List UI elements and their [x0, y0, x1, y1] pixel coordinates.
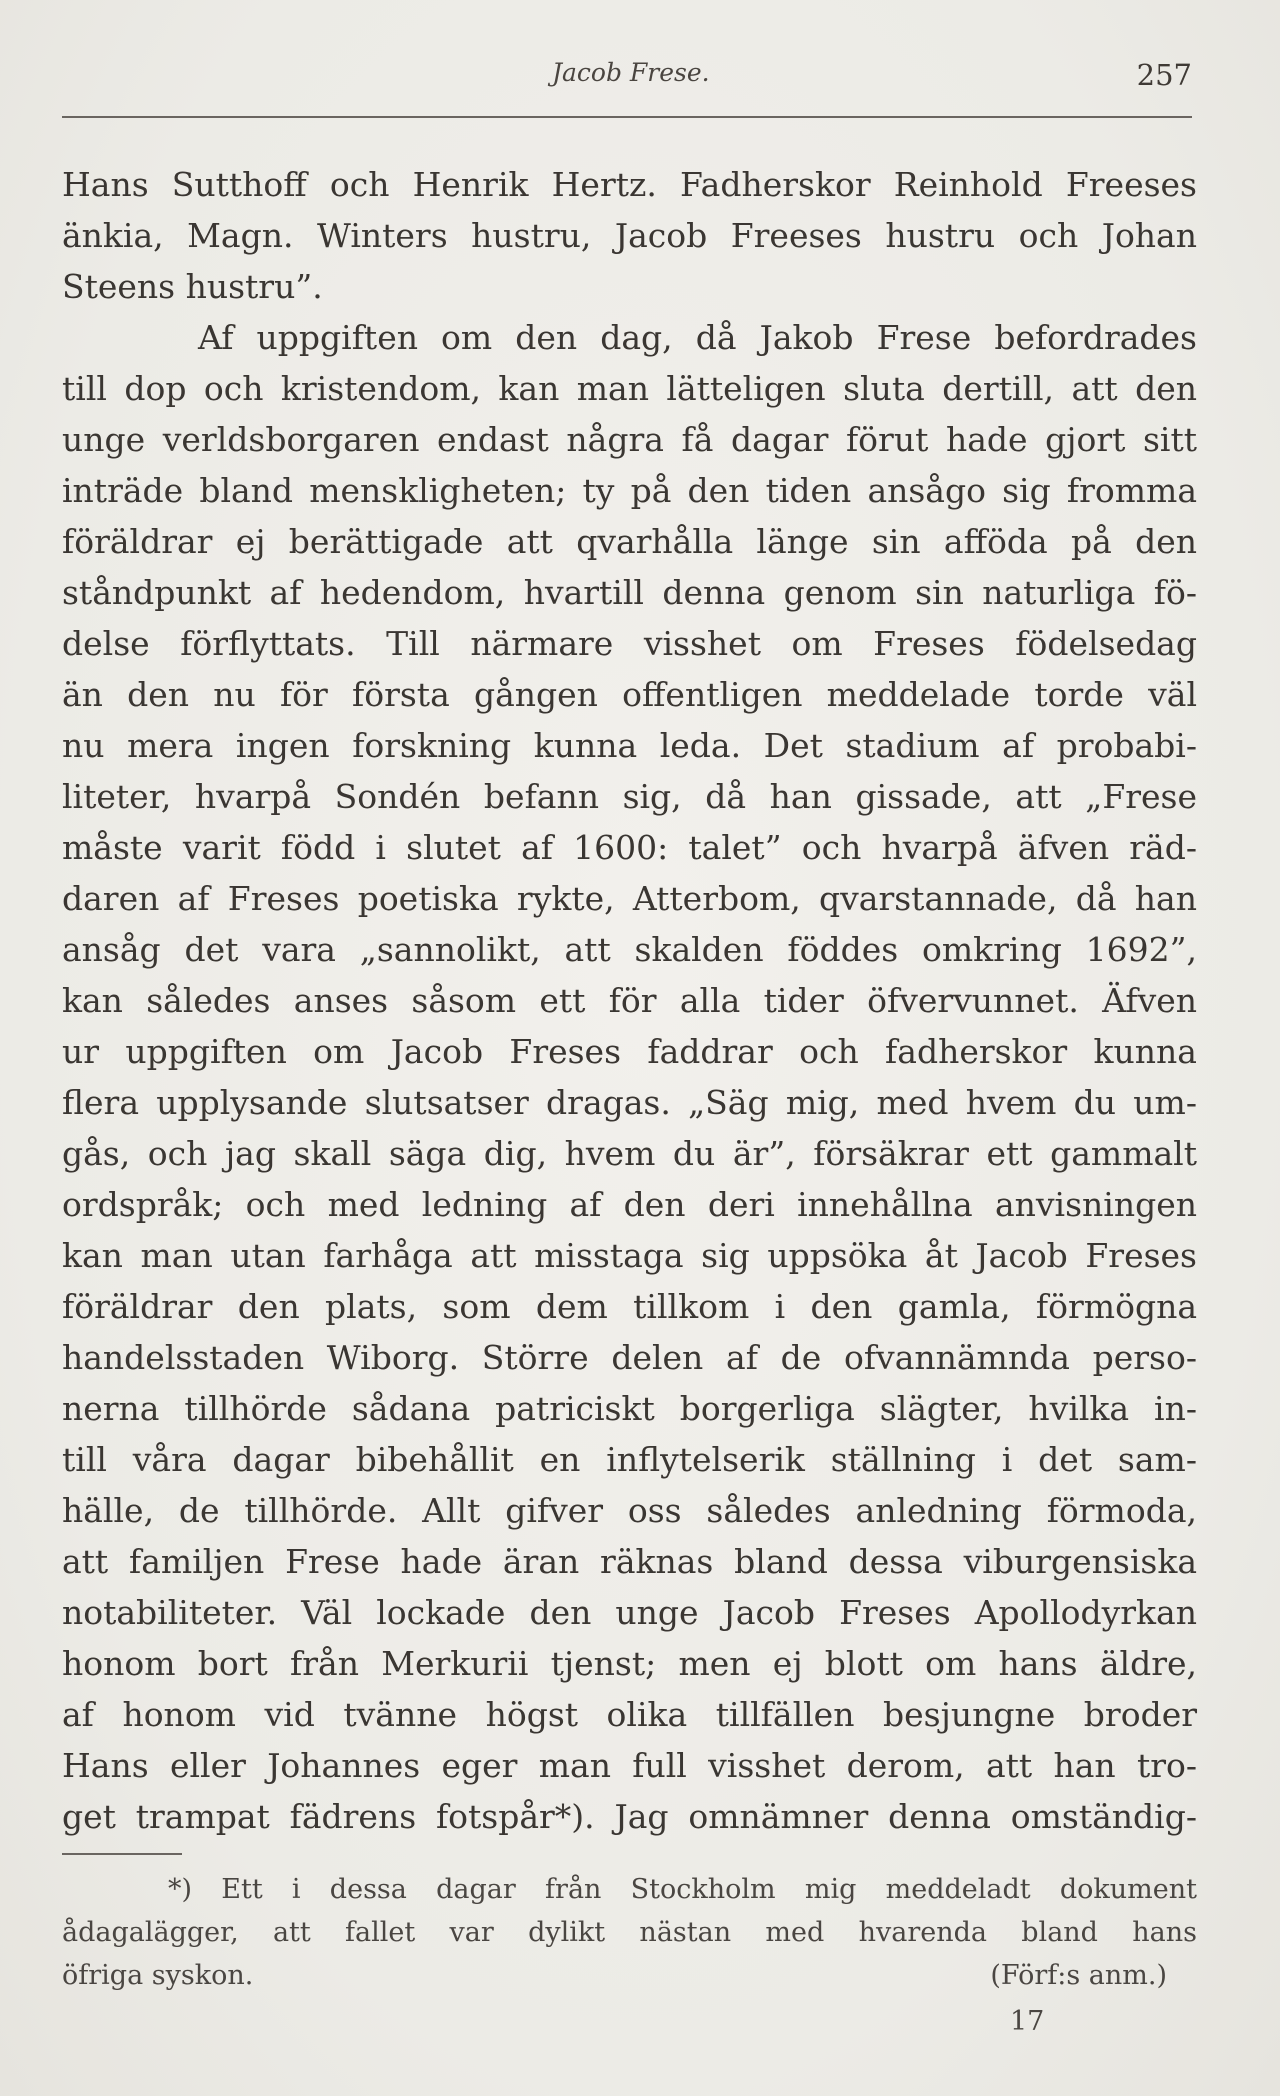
text-line: ståndpunkt af hedendom, hvartill denna genom sin naturliga fö-	[62, 573, 1197, 612]
text-line: Steens hustru”.	[62, 267, 323, 306]
text-line: ur uppgiften om Jacob Freses faddrar och fadherskor kunna	[62, 1032, 1197, 1071]
text-line: delse förflyttats. Till närmare visshet om Freses födelsedag	[62, 624, 1197, 663]
text-line: af honom vid tvänne högst olika tillfällen besjungne broder	[62, 1695, 1197, 1734]
footnote-text: öfriga syskon.	[62, 1960, 254, 1991]
text-line: att familjen Frese hade äran räknas bland dessa viburgensiska	[62, 1542, 1197, 1581]
body-text	[62, 159, 1197, 1842]
header-rule	[62, 116, 1192, 118]
text-line: honom bort från Merkurii tjenst; men ej blott om hans äldre,	[62, 1644, 1197, 1683]
text-line: notabiliteter. Väl lockade den unge Jacob Freses Apollodyrkan	[62, 1593, 1197, 1632]
footnote-attribution: (Förf:s anm.)	[990, 1960, 1167, 1991]
text-line: Hans eller Johannes eger man full visshet derom, att han tro-	[62, 1746, 1197, 1785]
footnote	[62, 1868, 1197, 1997]
text-line: änkia, Magn. Winters hustru, Jacob Freeses hustru och Johan	[62, 216, 1197, 255]
running-title: Jacob Frese.	[552, 58, 710, 87]
text-line: ansåg det vara „sannolikt, att skalden föddes omkring 1692”,	[62, 930, 1197, 969]
footnote-line: *) Ett i dessa dagar från Stockholm mig meddeladt dokument	[168, 1874, 1197, 1905]
text-line: handelsstaden Wiborg. Större delen af de ofvannämnda perso-	[62, 1338, 1197, 1377]
text-line: liteter, hvarpå Sondén befann sig, då han gissade, att „Frese	[62, 777, 1197, 816]
text-line: kan således anses såsom ett för alla tider öfvervunnet. Äfven	[62, 981, 1197, 1020]
footnote-line: ådagalägger, att fallet var dylikt nästan med hvarenda bland hans	[62, 1917, 1197, 1948]
footnote-line-last	[62, 1954, 1197, 1997]
text-line: än den nu för första gången offentligen meddelade torde väl	[62, 675, 1197, 714]
text-line: kan man utan farhåga att misstaga sig uppsöka åt Jacob Freses	[62, 1236, 1197, 1275]
text-line: inträde bland menskligheten; ty på den tiden ansågo sig fromma	[62, 471, 1197, 510]
text-line: get trampat fädrens fotspår*). Jag omnämner denna omständig-	[62, 1797, 1197, 1836]
footnote-rule	[62, 1853, 182, 1855]
page-header	[62, 56, 1192, 96]
text-line: föräldrar ej berättigade att qvarhålla länge sin afföda på den	[62, 522, 1197, 561]
signature-mark: 17	[1010, 2006, 1045, 2037]
text-line: nu mera ingen forskning kunna leda. Det stadium af probabi-	[62, 726, 1197, 765]
text-line: Af uppgiften om den dag, då Jakob Frese befordrades	[198, 318, 1197, 357]
text-line: daren af Freses poetiska rykte, Atterbom, qvarstannade, då han	[62, 879, 1197, 918]
text-line: nerna tillhörde sådana patriciskt borgerliga slägter, hvilka in-	[62, 1389, 1197, 1428]
text-line: Hans Sutthoff och Henrik Hertz. Fadherskor Reinhold Freeses	[62, 165, 1197, 204]
text-line: hälle, de tillhörde. Allt gifver oss således anledning förmoda,	[62, 1491, 1197, 1530]
text-line: till dop och kristendom, kan man lätteligen sluta dertill, att den	[62, 369, 1197, 408]
text-line: unge verldsborgaren endast några få dagar förut hade gjort sitt	[62, 420, 1197, 459]
text-line: flera upplysande slutsatser dragas. „Säg mig, med hvem du um-	[62, 1083, 1197, 1122]
text-line: gås, och jag skall säga dig, hvem du är”, försäkrar ett gammalt	[62, 1134, 1197, 1173]
text-line: ordspråk; och med ledning af den deri innehållna anvisningen	[62, 1185, 1197, 1224]
page-number: 257	[1136, 58, 1192, 92]
text-line: måste varit född i slutet af 1600: talet” och hvarpå äfven räd-	[62, 828, 1197, 867]
text-line: föräldrar den plats, som dem tillkom i den gamla, förmögna	[62, 1287, 1197, 1326]
text-line: till våra dagar bibehållit en inflytelserik ställning i det sam-	[62, 1440, 1197, 1479]
